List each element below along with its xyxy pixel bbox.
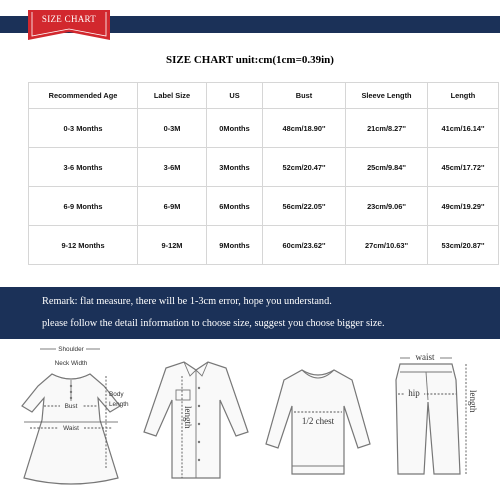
remark-band (0, 287, 500, 339)
cell-bust: 56cm/22.05'' (263, 187, 346, 226)
cell-sleeve-length: 25cm/9.84'' (346, 148, 428, 187)
pants-hip-label: hip (408, 388, 420, 398)
page-title: SIZE CHART unit:cm(1cm=0.39in) (166, 54, 334, 66)
header-recommended-age: Recommended Age (29, 83, 138, 109)
sweater-diagram (258, 340, 378, 500)
cell-age: 0-3 Months (29, 109, 138, 148)
chest-label: 1/2 chest (301, 416, 335, 426)
bust-label: Bust (64, 403, 78, 410)
dress-diagram (8, 340, 138, 500)
remark-line-2: please follow the detail information to choose size, suggest you choose bigger size. (42, 318, 385, 329)
shirt-length-label: length (183, 406, 193, 429)
header-sleeve-length: Sleeve Length (346, 83, 428, 109)
ribbon-label: SIZE CHART (41, 14, 97, 24)
header-length: Length (428, 83, 499, 109)
cell-bust: 52cm/20.47'' (263, 148, 346, 187)
cell-us: 0Months (207, 109, 263, 148)
cell-age: 9-12 Months (29, 226, 138, 265)
cell-us: 6Months (207, 187, 263, 226)
table-header-row (29, 83, 499, 109)
pants-length-label: length (468, 390, 478, 413)
table-row (29, 226, 499, 265)
cell-sleeve-length: 23cm/9.06'' (346, 187, 428, 226)
remark-line-1: Remark: flat measure, there will be 1-3cm error, hope you understand. (42, 296, 332, 307)
table-row (29, 148, 499, 187)
cell-age: 6-9 Months (29, 187, 138, 226)
neck-width-label: Neck Width (54, 360, 88, 367)
cell-us: 9Months (207, 226, 263, 265)
waist-label: Waist (63, 425, 79, 432)
shirt-diagram (140, 340, 255, 500)
cell-bust: 60cm/23.62'' (263, 226, 346, 265)
cell-label-size: 3-6M (138, 148, 207, 187)
pants-diagram (382, 340, 494, 500)
cell-length: 49cm/19.29'' (428, 187, 499, 226)
pants-waist-label: waist (415, 352, 435, 362)
size-table (28, 82, 485, 265)
cell-sleeve-length: 21cm/8.27'' (346, 109, 428, 148)
cell-sleeve-length: 27cm/10.63'' (346, 226, 428, 265)
cell-label-size: 6-9M (138, 187, 207, 226)
header-bust: Bust (263, 83, 346, 109)
pants-shape (396, 364, 460, 474)
cell-length: 53cm/20.87'' (428, 226, 499, 265)
body-label: Body (109, 391, 124, 398)
cell-length: 45cm/17.72'' (428, 148, 499, 187)
table-row (29, 109, 499, 148)
cell-us: 3Months (207, 148, 263, 187)
cell-label-size: 0-3M (138, 109, 207, 148)
cell-length: 41cm/16.14'' (428, 109, 499, 148)
cell-label-size: 9-12M (138, 226, 207, 265)
table-row (29, 187, 499, 226)
cell-age: 3-6 Months (29, 148, 138, 187)
header-label-size: Label Size (138, 83, 207, 109)
shoulder-label: Shoulder (58, 346, 84, 353)
length-label: Length (109, 401, 129, 408)
cell-bust: 48cm/18.90'' (263, 109, 346, 148)
header-us: US (207, 83, 263, 109)
